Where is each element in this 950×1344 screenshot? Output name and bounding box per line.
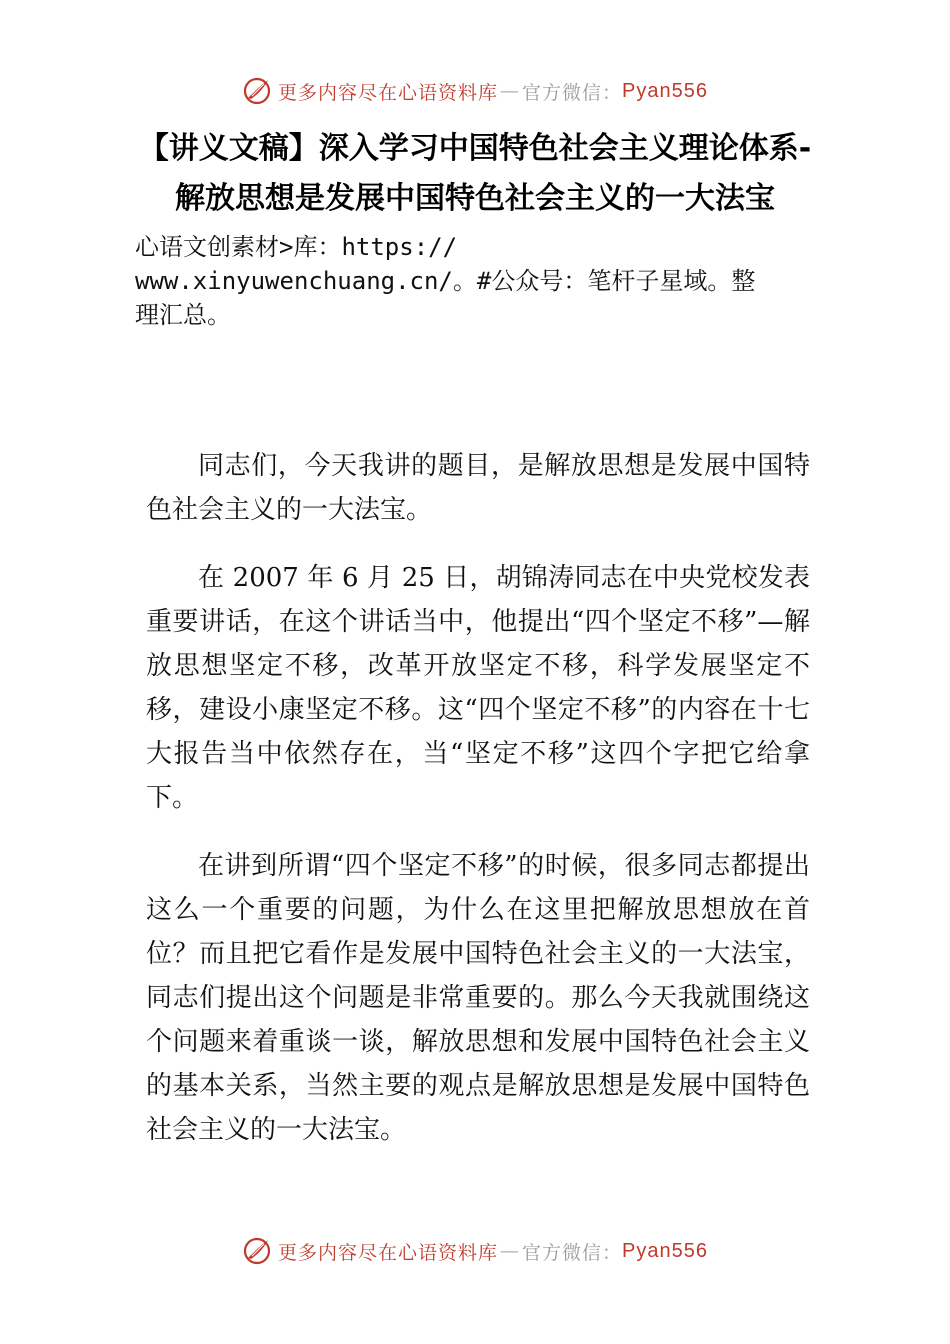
document-title [0,124,950,224]
banner-wechat-label: 官方微信： [522,1241,623,1264]
source-line-2: www.xinyuwenchuang.cn/。#公众号：笔杆子星域。整 [135,267,756,295]
footer-banner [0,1236,950,1266]
banner-lead-text: 更多内容尽在心语资料库 [278,1241,499,1264]
quill-logo-icon [242,1236,272,1266]
banner-wechat-id: Pyan556 [622,79,708,102]
title-line-1: 【讲义文稿】深入学习中国特色社会主义理论体系- [138,131,812,166]
banner-lead-text: 更多内容尽在心语资料库 [278,81,499,104]
source-note [135,230,825,332]
banner-wechat-label: 官方微信： [522,81,623,104]
header-banner [0,76,950,106]
body-paragraph-3: 在讲到所谓“四个坚定不移”的时候，很多同志都提出这么一个重要的问题，为什么在这里把解放思想放在首位？而且把它看作是发展中国特色社会主义的一大法宝，同志们提出这个问题是非常重要的。那么今天我就围绕这个问题来着重谈一谈，解放思想和发展中国特色社会主义的基本关系，当然主要的观点是解放思想是发展中国特色社会主义的一大法宝。 [146,851,810,1145]
body-paragraph-1: 同志们，今天我讲的题目，是解放思想是发展中国特色社会主义的一大法宝。 [146,451,810,525]
body-paragraph-2: 在 2007 年 6 月 25 日，胡锦涛同志在中央党校发表重要讲话，在这个讲话当中，他提出“四个坚定不移”—解放思想坚定不移，改革开放坚定不移，科学发展坚定不移，建设小康坚定不移。这“四个坚定不移”的内容在十七大报告当中依然存在，当“坚定不移”这四个字把它给拿下。 [146,563,810,813]
banner-dash: — [500,1240,521,1262]
title-line-2: 解放思想是发展中国特色社会主义的一大法宝 [175,181,775,216]
quill-logo-icon [242,76,272,106]
document-body [146,444,810,1176]
source-line-3: 理汇总。 [135,301,231,329]
banner-wechat-id: Pyan556 [622,1239,708,1262]
banner-dash: — [500,80,521,102]
source-line-1: 心语文创素材>库：https:// [135,233,458,261]
